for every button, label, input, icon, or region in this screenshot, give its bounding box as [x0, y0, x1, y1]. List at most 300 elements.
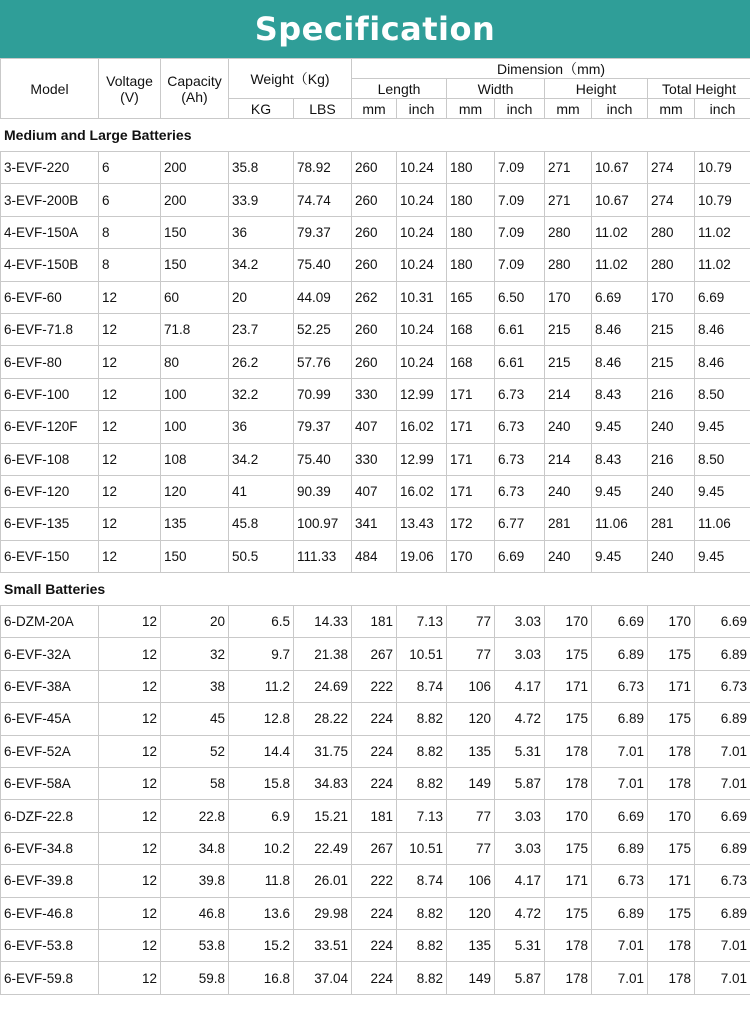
value-cell: 240 — [648, 540, 695, 572]
value-cell: 280 — [648, 216, 695, 248]
value-cell: 341 — [352, 508, 397, 540]
value-cell: 7.13 — [397, 800, 447, 832]
header-height-mm: mm — [545, 99, 592, 119]
value-cell: 224 — [352, 735, 397, 767]
value-cell: 6.73 — [695, 865, 750, 897]
value-cell: 108 — [161, 443, 229, 475]
value-cell: 12 — [99, 929, 161, 961]
value-cell: 9.45 — [592, 540, 648, 572]
value-cell: 180 — [447, 152, 495, 184]
value-cell: 60 — [161, 281, 229, 313]
value-cell: 180 — [447, 184, 495, 216]
value-cell: 12.99 — [397, 443, 447, 475]
model-cell: 4-EVF-150B — [1, 249, 99, 281]
model-cell: 6-DZF-22.8 — [1, 800, 99, 832]
value-cell: 77 — [447, 638, 495, 670]
value-cell: 22.8 — [161, 800, 229, 832]
value-cell: 260 — [352, 249, 397, 281]
header-total-height-mm: mm — [648, 99, 695, 119]
value-cell: 170 — [545, 281, 592, 313]
value-cell: 9.45 — [695, 475, 750, 507]
value-cell: 180 — [447, 216, 495, 248]
value-cell: 214 — [545, 443, 592, 475]
value-cell: 224 — [352, 897, 397, 929]
header-dimension: Dimension（mm) — [352, 59, 750, 79]
value-cell: 240 — [648, 475, 695, 507]
value-cell: 175 — [648, 897, 695, 929]
value-cell: 271 — [545, 184, 592, 216]
model-cell: 6-EVF-71.8 — [1, 313, 99, 345]
value-cell: 10.24 — [397, 216, 447, 248]
value-cell: 9.45 — [695, 540, 750, 572]
value-cell: 8.74 — [397, 670, 447, 702]
value-cell: 33.9 — [229, 184, 294, 216]
value-cell: 150 — [161, 249, 229, 281]
value-cell: 12 — [99, 638, 161, 670]
value-cell: 274 — [648, 184, 695, 216]
value-cell: 6.89 — [695, 897, 750, 929]
value-cell: 9.45 — [592, 411, 648, 443]
value-cell: 267 — [352, 832, 397, 864]
value-cell: 175 — [648, 832, 695, 864]
value-cell: 8.82 — [397, 768, 447, 800]
value-cell: 79.37 — [294, 216, 352, 248]
value-cell: 20 — [229, 281, 294, 313]
value-cell: 330 — [352, 378, 397, 410]
header-length-inch: inch — [397, 99, 447, 119]
value-cell: 6.73 — [495, 378, 545, 410]
value-cell: 7.01 — [695, 962, 750, 994]
value-cell: 5.87 — [495, 768, 545, 800]
value-cell: 34.8 — [161, 832, 229, 864]
value-cell: 50.5 — [229, 540, 294, 572]
table-row — [1, 800, 750, 832]
value-cell: 6.73 — [695, 670, 750, 702]
value-cell: 8.82 — [397, 962, 447, 994]
value-cell: 222 — [352, 865, 397, 897]
value-cell: 215 — [545, 313, 592, 345]
value-cell: 6.89 — [592, 832, 648, 864]
value-cell: 135 — [447, 735, 495, 767]
value-cell: 10.24 — [397, 184, 447, 216]
model-cell: 6-EVF-34.8 — [1, 832, 99, 864]
value-cell: 178 — [648, 768, 695, 800]
value-cell: 100 — [161, 411, 229, 443]
value-cell: 4.72 — [495, 897, 545, 929]
value-cell: 8.82 — [397, 703, 447, 735]
value-cell: 11.8 — [229, 865, 294, 897]
value-cell: 52 — [161, 735, 229, 767]
header-total-height: Total Height — [648, 79, 750, 99]
title-banner — [0, 0, 750, 58]
value-cell: 175 — [648, 703, 695, 735]
model-cell: 6-DZM-20A — [1, 606, 99, 638]
value-cell: 14.33 — [294, 606, 352, 638]
table-row — [1, 929, 750, 961]
value-cell: 6.89 — [695, 832, 750, 864]
value-cell: 45.8 — [229, 508, 294, 540]
value-cell: 8 — [99, 216, 161, 248]
value-cell: 16.02 — [397, 411, 447, 443]
value-cell: 10.2 — [229, 832, 294, 864]
value-cell: 29.98 — [294, 897, 352, 929]
value-cell: 11.2 — [229, 670, 294, 702]
value-cell: 172 — [447, 508, 495, 540]
value-cell: 178 — [545, 735, 592, 767]
value-cell: 12 — [99, 670, 161, 702]
table-row — [1, 313, 750, 345]
page-title: Specification — [254, 10, 496, 48]
value-cell: 100.97 — [294, 508, 352, 540]
value-cell: 6.89 — [592, 897, 648, 929]
value-cell: 484 — [352, 540, 397, 572]
value-cell: 7.09 — [495, 152, 545, 184]
value-cell: 7.01 — [695, 735, 750, 767]
value-cell: 12 — [99, 962, 161, 994]
value-cell: 7.01 — [592, 768, 648, 800]
table-row — [1, 962, 750, 994]
value-cell: 5.31 — [495, 929, 545, 961]
value-cell: 240 — [545, 540, 592, 572]
table-row — [1, 768, 750, 800]
value-cell: 175 — [545, 897, 592, 929]
value-cell: 12 — [99, 865, 161, 897]
value-cell: 178 — [545, 929, 592, 961]
value-cell: 10.31 — [397, 281, 447, 313]
value-cell: 28.22 — [294, 703, 352, 735]
value-cell: 10.67 — [592, 152, 648, 184]
header-width-inch: inch — [495, 99, 545, 119]
value-cell: 12 — [99, 281, 161, 313]
value-cell: 280 — [545, 249, 592, 281]
value-cell: 6.73 — [495, 475, 545, 507]
value-cell: 168 — [447, 313, 495, 345]
value-cell: 120 — [447, 703, 495, 735]
value-cell: 8.82 — [397, 735, 447, 767]
value-cell: 8.43 — [592, 443, 648, 475]
value-cell: 32.2 — [229, 378, 294, 410]
model-cell: 6-EVF-150 — [1, 540, 99, 572]
value-cell: 34.83 — [294, 768, 352, 800]
value-cell: 281 — [545, 508, 592, 540]
value-cell: 19.06 — [397, 540, 447, 572]
value-cell: 171 — [447, 443, 495, 475]
value-cell: 170 — [447, 540, 495, 572]
value-cell: 12 — [99, 832, 161, 864]
value-cell: 171 — [545, 865, 592, 897]
value-cell: 75.40 — [294, 249, 352, 281]
value-cell: 260 — [352, 152, 397, 184]
value-cell: 74.74 — [294, 184, 352, 216]
header-height: Height — [545, 79, 648, 99]
value-cell: 6.73 — [495, 411, 545, 443]
value-cell: 274 — [648, 152, 695, 184]
value-cell: 34.2 — [229, 249, 294, 281]
value-cell: 3.03 — [495, 638, 545, 670]
model-cell: 6-EVF-58A — [1, 768, 99, 800]
value-cell: 77 — [447, 800, 495, 832]
value-cell: 215 — [648, 346, 695, 378]
value-cell: 11.02 — [592, 249, 648, 281]
value-cell: 6.73 — [592, 865, 648, 897]
model-cell: 6-EVF-59.8 — [1, 962, 99, 994]
value-cell: 3.03 — [495, 606, 545, 638]
value-cell: 171 — [447, 411, 495, 443]
table-row — [1, 346, 750, 378]
value-cell: 53.8 — [161, 929, 229, 961]
value-cell: 70.99 — [294, 378, 352, 410]
value-cell: 6.9 — [229, 800, 294, 832]
value-cell: 7.01 — [592, 929, 648, 961]
value-cell: 12 — [99, 346, 161, 378]
table-row — [1, 184, 750, 216]
value-cell: 171 — [447, 475, 495, 507]
value-cell: 4.17 — [495, 670, 545, 702]
table-row — [1, 152, 750, 184]
value-cell: 168 — [447, 346, 495, 378]
value-cell: 8.82 — [397, 897, 447, 929]
value-cell: 178 — [545, 962, 592, 994]
value-cell: 6.73 — [592, 670, 648, 702]
value-cell: 15.2 — [229, 929, 294, 961]
value-cell: 171 — [545, 670, 592, 702]
value-cell: 224 — [352, 929, 397, 961]
value-cell: 111.33 — [294, 540, 352, 572]
value-cell: 6.50 — [495, 281, 545, 313]
value-cell: 150 — [161, 216, 229, 248]
value-cell: 165 — [447, 281, 495, 313]
table-row — [1, 411, 750, 443]
value-cell: 5.87 — [495, 962, 545, 994]
value-cell: 59.8 — [161, 962, 229, 994]
value-cell: 16.02 — [397, 475, 447, 507]
value-cell: 7.01 — [592, 962, 648, 994]
value-cell: 90.39 — [294, 475, 352, 507]
value-cell: 14.4 — [229, 735, 294, 767]
value-cell: 12 — [99, 800, 161, 832]
value-cell: 181 — [352, 800, 397, 832]
header-weight: Weight（Kg) — [229, 59, 352, 99]
value-cell: 330 — [352, 443, 397, 475]
value-cell: 120 — [447, 897, 495, 929]
value-cell: 8.43 — [592, 378, 648, 410]
value-cell: 224 — [352, 703, 397, 735]
header-width-mm: mm — [447, 99, 495, 119]
value-cell: 6.89 — [592, 638, 648, 670]
value-cell: 44.09 — [294, 281, 352, 313]
value-cell: 6.89 — [695, 703, 750, 735]
value-cell: 170 — [545, 800, 592, 832]
model-cell: 6-EVF-120F — [1, 411, 99, 443]
value-cell: 7.09 — [495, 249, 545, 281]
value-cell: 267 — [352, 638, 397, 670]
value-cell: 7.09 — [495, 184, 545, 216]
table-row — [1, 703, 750, 735]
section-row — [1, 573, 750, 606]
value-cell: 8 — [99, 249, 161, 281]
value-cell: 175 — [545, 832, 592, 864]
value-cell: 6.5 — [229, 606, 294, 638]
value-cell: 175 — [648, 638, 695, 670]
value-cell: 171 — [648, 865, 695, 897]
value-cell: 178 — [648, 735, 695, 767]
model-cell: 3-EVF-220 — [1, 152, 99, 184]
value-cell: 8.46 — [695, 313, 750, 345]
model-cell: 6-EVF-38A — [1, 670, 99, 702]
value-cell: 222 — [352, 670, 397, 702]
value-cell: 36 — [229, 216, 294, 248]
header-length-mm: mm — [352, 99, 397, 119]
value-cell: 170 — [648, 606, 695, 638]
value-cell: 7.01 — [592, 735, 648, 767]
value-cell: 4.17 — [495, 865, 545, 897]
value-cell: 12.99 — [397, 378, 447, 410]
value-cell: 10.24 — [397, 249, 447, 281]
value-cell: 12 — [99, 540, 161, 572]
value-cell: 260 — [352, 216, 397, 248]
value-cell: 214 — [545, 378, 592, 410]
value-cell: 215 — [545, 346, 592, 378]
value-cell: 11.02 — [592, 216, 648, 248]
value-cell: 12 — [99, 411, 161, 443]
model-cell: 3-EVF-200B — [1, 184, 99, 216]
value-cell: 216 — [648, 443, 695, 475]
specification-table — [0, 58, 750, 995]
value-cell: 12 — [99, 313, 161, 345]
value-cell: 175 — [545, 638, 592, 670]
table-row — [1, 865, 750, 897]
value-cell: 6.77 — [495, 508, 545, 540]
table-row — [1, 540, 750, 572]
model-cell: 6-EVF-100 — [1, 378, 99, 410]
model-cell: 6-EVF-60 — [1, 281, 99, 313]
value-cell: 106 — [447, 670, 495, 702]
table-row — [1, 443, 750, 475]
value-cell: 9.7 — [229, 638, 294, 670]
model-cell: 4-EVF-150A — [1, 216, 99, 248]
value-cell: 100 — [161, 378, 229, 410]
value-cell: 12 — [99, 378, 161, 410]
value-cell: 52.25 — [294, 313, 352, 345]
model-cell: 6-EVF-45A — [1, 703, 99, 735]
value-cell: 135 — [447, 929, 495, 961]
value-cell: 38 — [161, 670, 229, 702]
value-cell: 58 — [161, 768, 229, 800]
value-cell: 8.46 — [592, 346, 648, 378]
value-cell: 6.69 — [592, 800, 648, 832]
value-cell: 8.46 — [695, 346, 750, 378]
value-cell: 45 — [161, 703, 229, 735]
value-cell: 71.8 — [161, 313, 229, 345]
value-cell: 6.69 — [592, 281, 648, 313]
value-cell: 26.01 — [294, 865, 352, 897]
value-cell: 6.61 — [495, 313, 545, 345]
header-row-1 — [1, 59, 750, 79]
value-cell: 260 — [352, 184, 397, 216]
value-cell: 7.09 — [495, 216, 545, 248]
section-title: Medium and Large Batteries — [1, 119, 750, 152]
value-cell: 11.02 — [695, 249, 750, 281]
value-cell: 12 — [99, 606, 161, 638]
value-cell: 175 — [545, 703, 592, 735]
table-row — [1, 475, 750, 507]
value-cell: 13.43 — [397, 508, 447, 540]
value-cell: 41 — [229, 475, 294, 507]
value-cell: 15.21 — [294, 800, 352, 832]
value-cell: 9.45 — [592, 475, 648, 507]
value-cell: 12 — [99, 508, 161, 540]
value-cell: 407 — [352, 475, 397, 507]
value-cell: 15.8 — [229, 768, 294, 800]
value-cell: 6.89 — [592, 703, 648, 735]
header-total-height-inch: inch — [695, 99, 750, 119]
value-cell: 280 — [648, 249, 695, 281]
value-cell: 120 — [161, 475, 229, 507]
value-cell: 135 — [161, 508, 229, 540]
model-cell: 6-EVF-135 — [1, 508, 99, 540]
value-cell: 80 — [161, 346, 229, 378]
value-cell: 39.8 — [161, 865, 229, 897]
model-cell: 6-EVF-108 — [1, 443, 99, 475]
value-cell: 57.76 — [294, 346, 352, 378]
value-cell: 149 — [447, 768, 495, 800]
header-width: Width — [447, 79, 545, 99]
value-cell: 77 — [447, 606, 495, 638]
header-capacity: Capacity (Ah) — [161, 59, 229, 119]
header-voltage: Voltage (V) — [99, 59, 161, 119]
value-cell: 35.8 — [229, 152, 294, 184]
value-cell: 9.45 — [695, 411, 750, 443]
value-cell: 11.06 — [695, 508, 750, 540]
value-cell: 6.69 — [495, 540, 545, 572]
value-cell: 178 — [648, 962, 695, 994]
value-cell: 23.7 — [229, 313, 294, 345]
header-height-inch: inch — [592, 99, 648, 119]
value-cell: 46.8 — [161, 897, 229, 929]
value-cell: 32 — [161, 638, 229, 670]
value-cell: 20 — [161, 606, 229, 638]
value-cell: 170 — [648, 281, 695, 313]
value-cell: 11.06 — [592, 508, 648, 540]
header-lbs: LBS — [294, 99, 352, 119]
table-row — [1, 216, 750, 248]
value-cell: 37.04 — [294, 962, 352, 994]
header-kg: KG — [229, 99, 294, 119]
value-cell: 170 — [545, 606, 592, 638]
value-cell: 12 — [99, 768, 161, 800]
value-cell: 8.50 — [695, 443, 750, 475]
value-cell: 3.03 — [495, 832, 545, 864]
value-cell: 8.74 — [397, 865, 447, 897]
table-row — [1, 606, 750, 638]
value-cell: 170 — [648, 800, 695, 832]
value-cell: 262 — [352, 281, 397, 313]
value-cell: 13.6 — [229, 897, 294, 929]
value-cell: 8.50 — [695, 378, 750, 410]
value-cell: 77 — [447, 832, 495, 864]
value-cell: 5.31 — [495, 735, 545, 767]
value-cell: 26.2 — [229, 346, 294, 378]
table-row — [1, 670, 750, 702]
value-cell: 10.24 — [397, 152, 447, 184]
value-cell: 7.13 — [397, 606, 447, 638]
value-cell: 24.69 — [294, 670, 352, 702]
value-cell: 6 — [99, 152, 161, 184]
value-cell: 8.82 — [397, 929, 447, 961]
value-cell: 6.69 — [592, 606, 648, 638]
table-row — [1, 832, 750, 864]
value-cell: 180 — [447, 249, 495, 281]
